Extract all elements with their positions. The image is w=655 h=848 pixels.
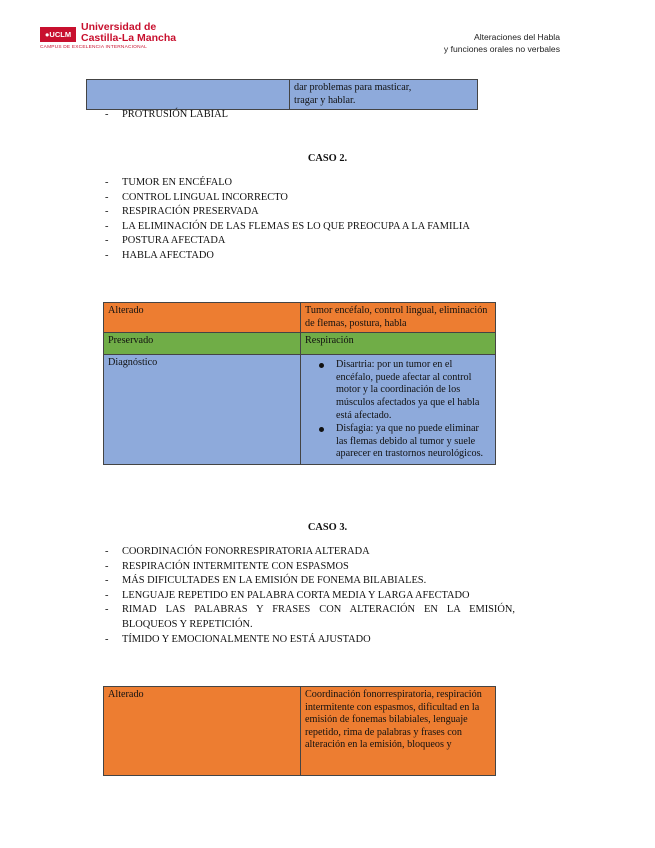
- list-item: - MÁS DIFICULTADES EN LA EMISIÓN DE FONEMA BILABIALES.: [103, 574, 515, 589]
- diagnosis-item: Disartria: por un tumor en el encéfalo, puede afectar al control motor y la coordinación de los músculos afectados ya que el habla está afectado.: [305, 359, 487, 422]
- list-item: - RESPIRACIÓN INTERMITENTE CON ESPASMOS: [103, 560, 515, 575]
- table-cell-text: dar problemas para masticar, tragar y hablar.: [290, 80, 478, 110]
- row-value-alterado: Coordinación fonorrespiratoria, respiración intermitente con espasmos, dificultad en la emisión de fonemas bilabiales, lenguaje repetido, rima de palabras y frases con alteración en la emisión, bloqueos y: [301, 687, 496, 776]
- university-logo: [40, 18, 180, 54]
- university-name: Universidad de Castilla-La Mancha: [81, 21, 177, 44]
- table-row: [87, 80, 478, 110]
- table-cell-empty: [87, 80, 290, 110]
- row-value-diagnostico: [301, 355, 496, 465]
- diagnosis-item: Disfagia: ya que no puede eliminar las flemas debido al tumor y suele aparecer en trastornos neurológicos.: [305, 423, 487, 461]
- row-value-preservado: Respiración: [301, 333, 496, 355]
- row-label-alterado: Alterado: [104, 303, 301, 333]
- list-item: - COORDINACIÓN FONORRESPIRATORIA ALTERADA: [103, 545, 515, 560]
- case2-title: CASO 2.: [307, 153, 348, 164]
- diagnosis-list: [305, 359, 487, 461]
- table-row: [104, 355, 496, 465]
- table-row: [104, 303, 496, 333]
- document-header-title: Alteraciones del Habla y funciones orales no verbales: [443, 32, 560, 54]
- uclm-logo-badge: ●UCLM: [40, 27, 76, 42]
- case2-list: [103, 176, 479, 264]
- list-item: - POSTURA AFECTADA: [103, 234, 479, 249]
- row-label-alterado: Alterado: [104, 687, 301, 776]
- list-item: - CONTROL LINGUAL INCORRECTO: [103, 191, 479, 206]
- case1-list-tail: [103, 108, 523, 123]
- list-item: - RESPIRACIÓN PRESERVADA: [103, 205, 479, 220]
- case1-table-continuation: [86, 79, 478, 110]
- list-item: - TÍMIDO Y EMOCIONALMENTE NO ESTÁ AJUSTADO: [103, 633, 515, 648]
- table-row: [104, 687, 496, 776]
- list-item: - HABLA AFECTADO: [103, 249, 479, 264]
- row-label-diagnostico: Diagnóstico: [104, 355, 301, 465]
- case3-title: CASO 3.: [307, 522, 348, 533]
- list-item: - LENGUAJE REPETIDO EN PALABRA CORTA MEDIA Y LARGA AFECTADO: [103, 589, 515, 604]
- list-item: - LA ELIMINACIÓN DE LAS FLEMAS ES LO QUE PREOCUPA A LA FAMILIA: [103, 220, 479, 235]
- list-item: - TUMOR EN ENCÉFALO: [103, 176, 479, 191]
- row-value-alterado: Tumor encéfalo, control lingual, eliminación de flemas, postura, habla: [301, 303, 496, 333]
- case3-table: [103, 686, 496, 776]
- table-row: [104, 333, 496, 355]
- list-item: - PROTRUSIÓN LABIAL: [103, 108, 523, 123]
- row-label-preservado: Preservado: [104, 333, 301, 355]
- case2-table: [103, 302, 496, 465]
- case3-list: [103, 545, 515, 647]
- logo-tagline: CAMPUS DE EXCELENCIA INTERNACIONAL: [40, 45, 148, 50]
- list-item: - RIMAD LAS PALABRAS Y FRASES CON ALTERACIÓN EN LA EMISIÓN, BLOQUEOS Y REPETICIÓN.: [103, 603, 515, 632]
